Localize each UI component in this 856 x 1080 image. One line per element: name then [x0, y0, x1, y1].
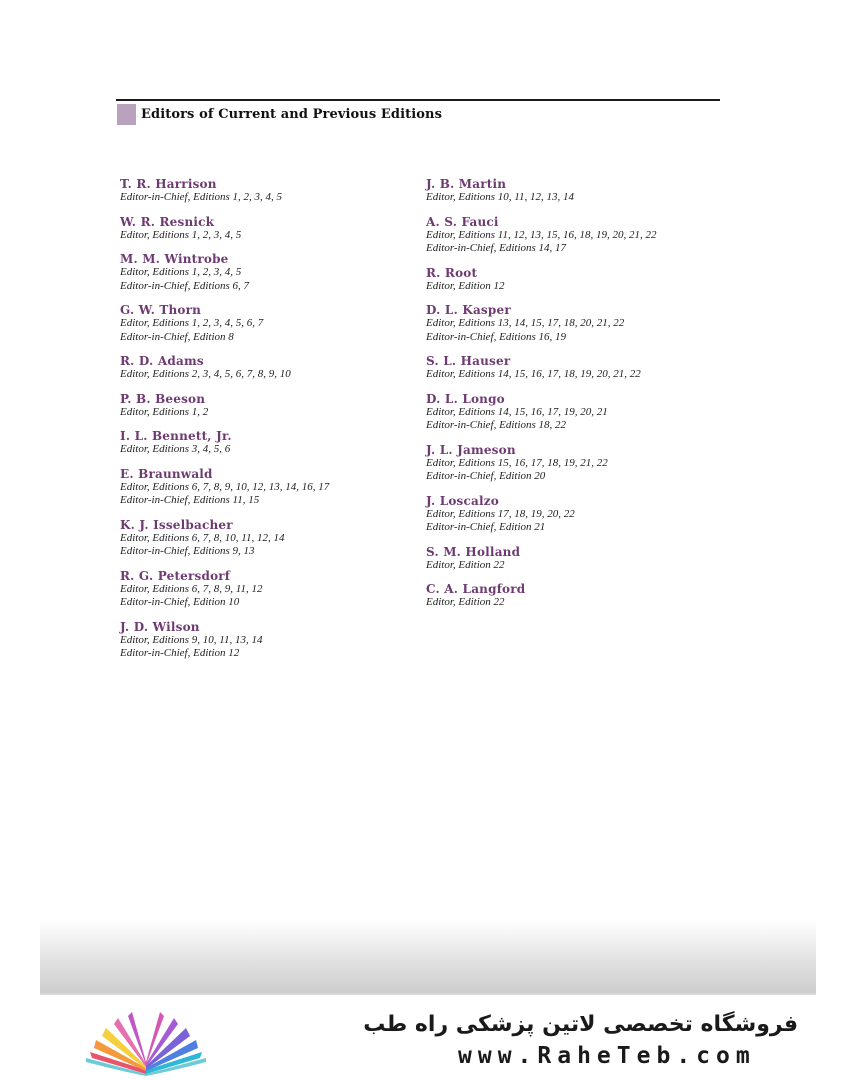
editor-entry — [426, 545, 726, 573]
editor-entry — [120, 429, 410, 457]
editor-name: A. S. Fauci — [426, 214, 499, 229]
footer-persian-tagline: فروشگاه تخصصی لاتین پزشکی راه طب — [363, 1012, 798, 1037]
editor-role: Editor-in-Chief, Editions 18, 22 — [426, 419, 567, 431]
editor-role: Editor-in-Chief, Edition 20 — [426, 470, 546, 482]
editors-left-column — [120, 177, 410, 671]
editor-role: Editor-in-Chief, Editions 16, 19 — [426, 330, 567, 343]
page-shadow — [40, 920, 816, 994]
editor-name: J. L. Jameson — [426, 442, 516, 457]
editor-role: Editor, Edition 22 — [426, 558, 505, 571]
editor-role: Editor, Editions 9, 10, 11, 13, 14 — [120, 633, 263, 646]
editor-entry — [120, 467, 410, 508]
editor-name: D. L. Longo — [426, 391, 505, 406]
editor-role: Editor-in-Chief, Edition 12 — [120, 647, 240, 659]
editor-role: Editor-in-Chief, Editions 6, 7 — [120, 279, 250, 292]
editor-role: Editor, Editions 17, 18, 19, 20, 22 — [426, 507, 575, 520]
editor-role: Editor-in-Chief, Edition 10 — [120, 596, 240, 608]
editor-entry — [426, 177, 726, 205]
editor-role: Editor, Editions 6, 7, 8, 9, 10, 12, 13, 14, 16, 17 — [120, 480, 330, 493]
editor-entry — [426, 582, 726, 610]
editor-role: Editor, Editions 10, 11, 12, 13, 14 — [426, 191, 574, 203]
editor-name: C. A. Langford — [426, 582, 526, 596]
editor-role: Editor, Editions 13, 14, 15, 17, 18, 20, 21, 22 — [426, 317, 625, 329]
editor-name: E. Braunwald — [120, 466, 213, 481]
editor-entry — [120, 177, 410, 205]
editor-name: J. B. Martin — [426, 177, 507, 191]
editor-entry — [120, 620, 410, 661]
header-color-block — [117, 104, 136, 125]
editor-name: G. W. Thorn — [120, 303, 202, 317]
editor-role: Editor-in-Chief, Edition 8 — [120, 330, 234, 343]
editor-name: J. D. Wilson — [120, 619, 200, 634]
editor-entry — [120, 518, 410, 559]
editor-entry — [426, 354, 726, 382]
editor-role: Editor, Editions 2, 3, 4, 5, 6, 7, 8, 9, 10 — [120, 368, 291, 380]
editor-role: Editor-in-Chief, Edition 21 — [426, 521, 546, 533]
editor-role: Editor, Editions 1, 2, 3, 4, 5, 6, 7 — [120, 317, 264, 329]
editor-entry — [426, 392, 726, 433]
editor-name: P. B. Beeson — [120, 391, 206, 406]
editor-entry — [120, 303, 410, 344]
editor-role: Editor-in-Chief, Editions 9, 13 — [120, 545, 255, 557]
editor-name: D. L. Kasper — [426, 303, 511, 317]
editor-role: Editor-in-Chief, Editions 14, 17 — [426, 242, 567, 254]
editor-entry — [120, 569, 410, 610]
editor-name: R. G. Petersdorf — [120, 568, 231, 583]
editor-role: Editor, Editions 1, 2, 3, 4, 5 — [120, 228, 242, 241]
editor-role: Editor, Editions 11, 12, 13, 15, 16, 18, 19, 20, 21, 22 — [426, 228, 657, 241]
editor-role: Editor, Edition 22 — [426, 596, 505, 608]
editor-entry — [426, 266, 726, 294]
editor-name: R. Root — [426, 265, 478, 280]
editor-entry — [426, 443, 726, 484]
editor-name: M. M. Wintrobe — [120, 252, 229, 266]
editor-entry — [426, 215, 726, 256]
editor-entry — [120, 215, 410, 243]
editor-role: Editor, Editions 14, 15, 16, 17, 19, 20, 21 — [426, 405, 608, 418]
editor-entry — [120, 252, 410, 293]
editor-entry — [120, 354, 410, 382]
editor-name: S. M. Holland — [426, 544, 521, 559]
editor-role: Editor, Editions 1, 2 — [120, 405, 209, 418]
editors-right-column — [426, 177, 726, 620]
header-rule — [116, 99, 720, 101]
editor-role: Editor, Editions 6, 7, 8, 10, 11, 12, 14 — [120, 531, 285, 544]
editor-name: K. J. Isselbacher — [120, 517, 233, 532]
editor-role: Editor, Editions 14, 15, 16, 17, 18, 19, 20, 21, 22 — [426, 368, 641, 380]
editor-role: Editor, Editions 6, 7, 8, 9, 11, 12 — [120, 582, 263, 595]
editor-role: Editor, Editions 15, 16, 17, 18, 19, 21, 22 — [426, 456, 608, 469]
footer-divider — [40, 993, 816, 995]
footer-website[interactable]: www.RaheTeb.com — [458, 1043, 756, 1069]
page-title: Editors of Current and Previous Editions — [141, 107, 443, 122]
editor-entry — [120, 392, 410, 420]
editor-role: Editor-in-Chief, Editions 11, 15 — [120, 494, 260, 506]
editor-name: J. Loscalzo — [426, 493, 499, 508]
editor-role: Editor, Editions 3, 4, 5, 6 — [120, 443, 231, 455]
open-book-logo-icon — [82, 1008, 210, 1076]
editor-role: Editor, Edition 12 — [426, 279, 505, 292]
editor-name: S. L. Hauser — [426, 354, 511, 368]
editor-entry — [426, 303, 726, 344]
editor-name: R. D. Adams — [120, 354, 204, 368]
editor-entry — [426, 494, 726, 535]
editor-role: Editor-in-Chief, Editions 1, 2, 3, 4, 5 — [120, 191, 283, 203]
editor-name: T. R. Harrison — [120, 177, 217, 191]
editor-name: W. R. Resnick — [120, 214, 215, 229]
editor-name: I. L. Bennett, Jr. — [120, 429, 232, 443]
editor-role: Editor, Editions 1, 2, 3, 4, 5 — [120, 266, 242, 278]
